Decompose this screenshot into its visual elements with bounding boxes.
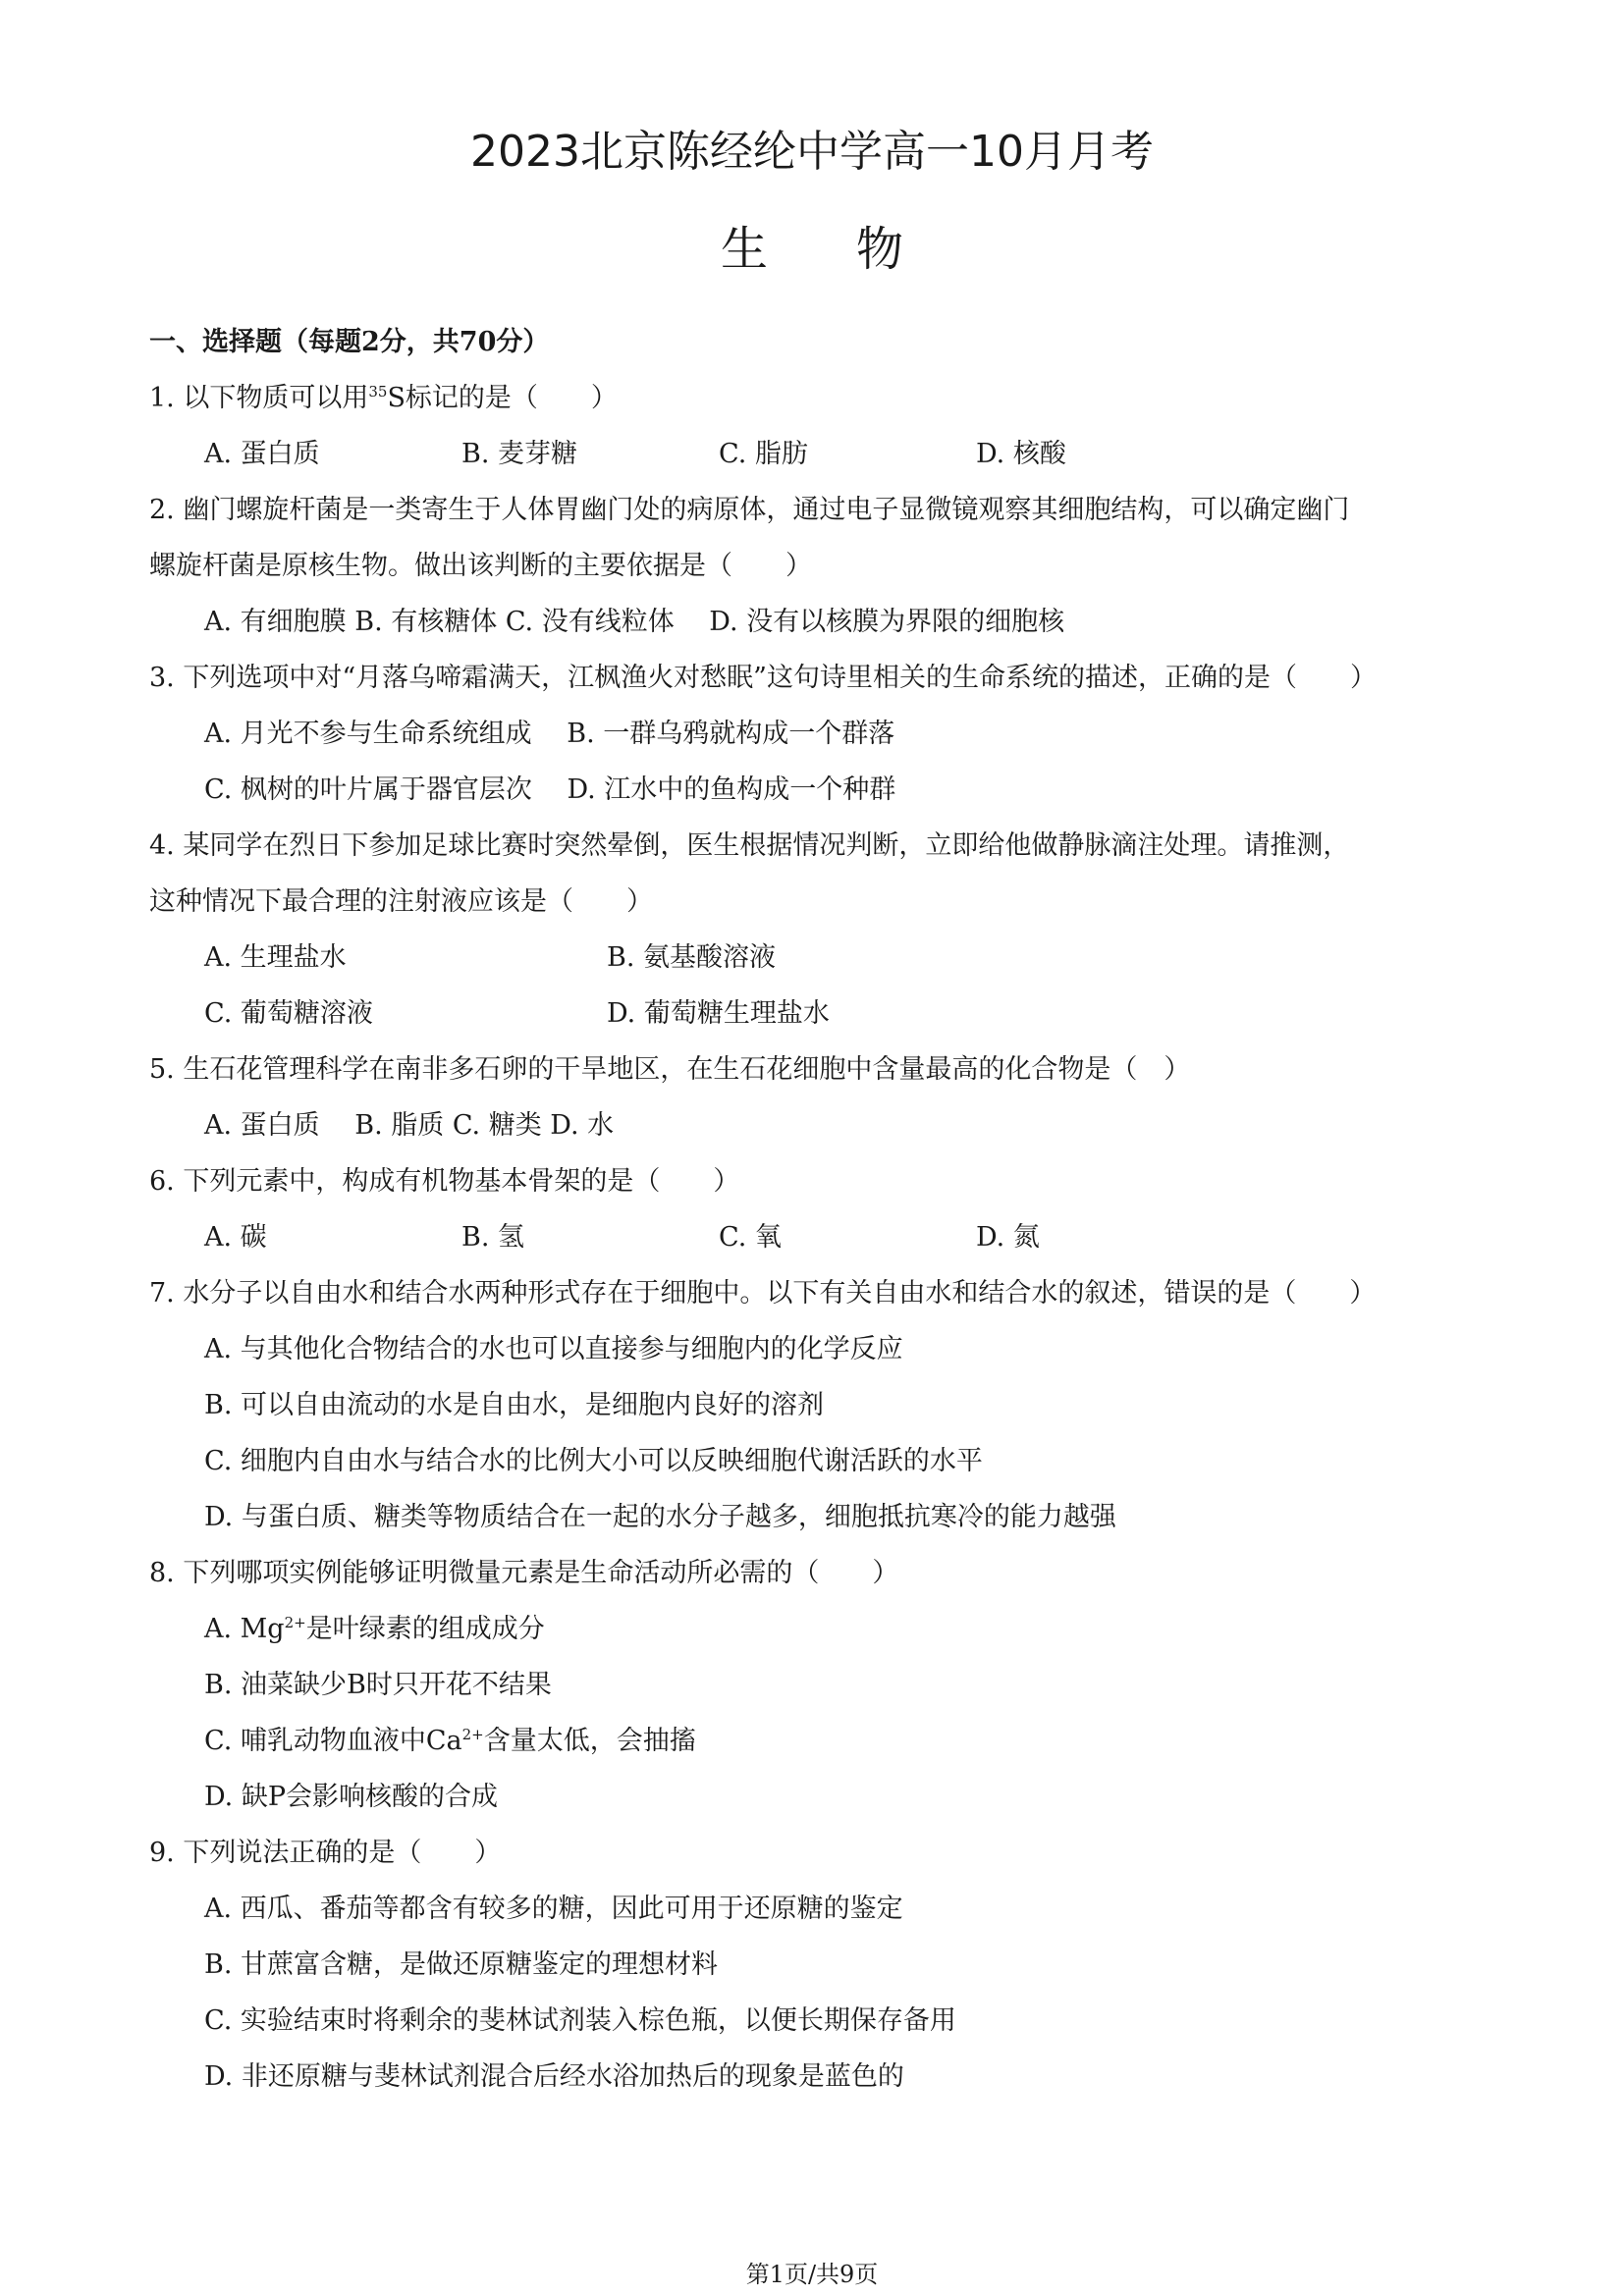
- question-3-stem: 3. 下列选项中对“月落乌啼霜满天，江枫渔火对愁眠”这句诗里相关的生命系统的描述，正确的是（ ）: [149, 663, 1377, 693]
- q6-option-d: D. 氮: [976, 1222, 1040, 1253]
- q9-option-c: C. 实验结束时将剩余的斐林试剂装入棕色瓶，以便长期保存备用: [204, 2005, 956, 2036]
- q7-option-b: B. 可以自由流动的水是自由水，是细胞内良好的溶剂: [204, 1390, 825, 1420]
- q6-option-b: B. 氢: [461, 1222, 525, 1253]
- exam-subject: 生物: [720, 222, 992, 277]
- question-2-stem-line-2: 螺旋杆菌是原核生物。做出该判断的主要依据是（ ）: [149, 551, 812, 581]
- q8-option-c: [149, 1713, 1524, 1769]
- q4-options-ab: [149, 930, 1524, 986]
- q1-option-d: D. 核酸: [976, 439, 1066, 469]
- question-1-stem: [149, 370, 1524, 426]
- exam-title: 2023北京陈经纶中学高一10月月考: [470, 127, 1154, 177]
- q8-option-a-post: 是叶绿素的组成成分: [305, 1614, 545, 1644]
- question-5-stem: 5. 生石花管理科学在南非多石卵的干旱地区，在生石花细胞中含量最高的化合物是（ ）: [149, 1054, 1191, 1085]
- q3-options-ab: A. 月光不参与生命系统组成 B. 一群乌鸦就构成一个群落: [204, 719, 895, 749]
- q4-option-c: C. 葡萄糖溶液: [204, 998, 373, 1029]
- q1-superscript: 35: [368, 383, 388, 400]
- q8-option-c-pre: C. 哺乳动物血液中Ca: [204, 1726, 462, 1756]
- q8-option-d: D. 缺P会影响核酸的合成: [204, 1782, 499, 1812]
- q7-option-a: A. 与其他化合物结合的水也可以直接参与细胞内的化学反应: [204, 1334, 903, 1364]
- page-number-footer: 第1页/共9页: [745, 2261, 879, 2288]
- q8-option-c-superscript: 2+: [461, 1726, 484, 1743]
- q8-option-a-pre: A. Mg: [204, 1614, 285, 1644]
- q4-option-a: A. 生理盐水: [204, 942, 347, 973]
- question-6-options: [149, 1209, 1524, 1265]
- q9-option-d: D. 非还原糖与斐林试剂混合后经水浴加热后的现象是蓝色的: [204, 2061, 904, 2092]
- question-9-stem: 9. 下列说法正确的是（ ）: [149, 1838, 502, 1868]
- question-4-stem-line-2: 这种情况下最合理的注射液应该是（ ）: [149, 886, 653, 917]
- q8-option-a-superscript: 2+: [284, 1614, 306, 1631]
- q1-option-b: B. 麦芽糖: [461, 439, 578, 469]
- question-7-stem: 7. 水分子以自由水和结合水两种形式存在于细胞中。以下有关自由水和结合水的叙述，错误的是（ ）: [149, 1278, 1377, 1308]
- q1-option-a: A. 蛋白质: [204, 439, 320, 469]
- q4-option-b: B. 氨基酸溶液: [607, 942, 777, 973]
- q8-option-c-post: 含量太低，会抽搐: [483, 1726, 696, 1756]
- q8-option-a: [149, 1601, 1524, 1657]
- exam-content: [149, 314, 1524, 2105]
- q1-text-post: S标记的是（ ）: [387, 383, 618, 413]
- question-2-stem-line-1: 2. 幽门螺旋杆菌是一类寄生于人体胃幽门处的病原体，通过电子显微镜观察其细胞结构，可以确定幽门: [149, 495, 1350, 525]
- q3-options-cd: C. 枫树的叶片属于器官层次 D. 江水中的鱼构成一个种群: [204, 774, 896, 805]
- q1-text-pre: 1. 以下物质可以用: [149, 383, 369, 413]
- q8-option-b: B. 油菜缺少B时只开花不结果: [204, 1670, 552, 1700]
- question-1-options: [149, 426, 1524, 482]
- q4-options-cd: [149, 986, 1524, 1041]
- q6-option-a: A. 碳: [204, 1222, 267, 1253]
- question-2-options: A. 有细胞膜 B. 有核糖体 C. 没有线粒体 D. 没有以核膜为界限的细胞核: [204, 607, 1065, 637]
- question-8-stem: 8. 下列哪项实例能够证明微量元素是生命活动所必需的（ ）: [149, 1558, 899, 1588]
- question-6-stem: 6. 下列元素中，构成有机物基本骨架的是（ ）: [149, 1166, 740, 1197]
- q7-option-c: C. 细胞内自由水与结合水的比例大小可以反映细胞代谢活跃的水平: [204, 1446, 983, 1476]
- question-4-stem-line-1: 4. 某同学在烈日下参加足球比赛时突然晕倒，医生根据情况判断，立即给他做静脉滴注处理。请推测，: [149, 830, 1350, 861]
- q6-option-c: C. 氧: [719, 1222, 782, 1253]
- q7-option-d: D. 与蛋白质、糖类等物质结合在一起的水分子越多，细胞抵抗寒冷的能力越强: [204, 1502, 1116, 1532]
- q1-option-c: C. 脂肪: [719, 439, 808, 469]
- q9-option-a: A. 西瓜、番茄等都含有较多的糖，因此可用于还原糖的鉴定: [204, 1894, 903, 1924]
- question-5-options: A. 蛋白质 B. 脂质 C. 糖类 D. 水: [204, 1110, 615, 1141]
- section-heading: 一、选择题（每题2分，共70分）: [149, 327, 550, 357]
- q9-option-b: B. 甘蔗富含糖，是做还原糖鉴定的理想材料: [204, 1949, 719, 1980]
- q4-option-d: D. 葡萄糖生理盐水: [607, 998, 830, 1029]
